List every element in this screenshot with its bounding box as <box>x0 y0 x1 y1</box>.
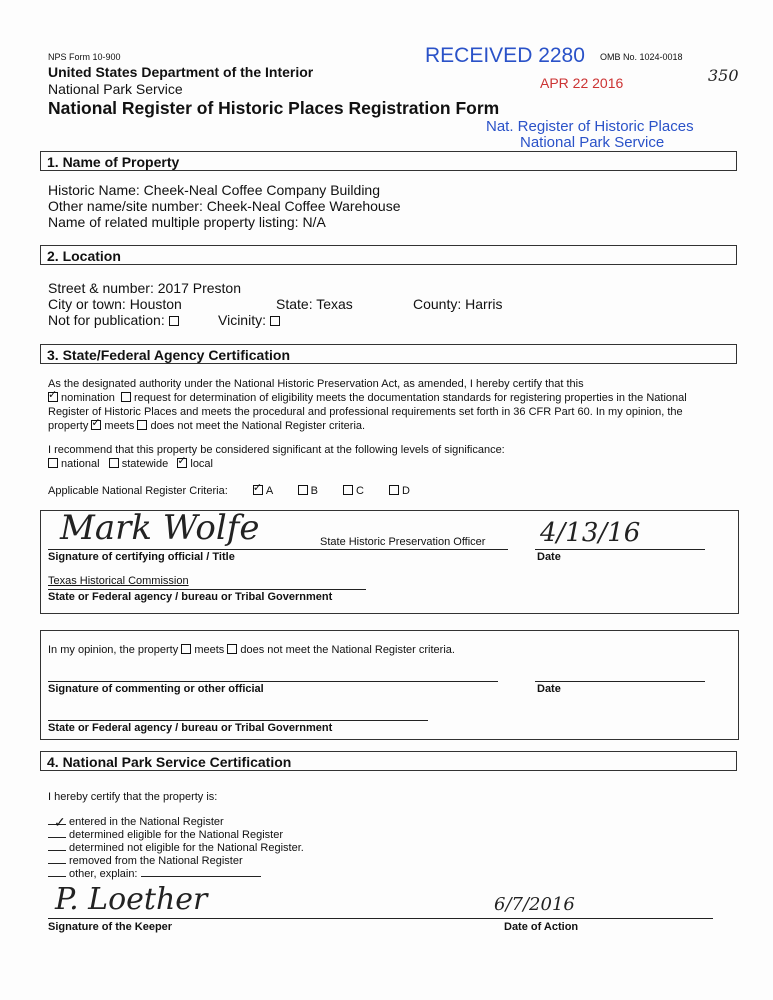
agency-label: State or Federal agency / bureau or Tribal Government <box>48 591 333 603</box>
status-removed[interactable] <box>48 855 243 867</box>
national-label: national <box>61 458 100 470</box>
agency: National Park Service <box>48 81 183 97</box>
statewide-checkbox[interactable] <box>109 458 119 468</box>
section-1-header: 1. Name of Property <box>40 151 737 171</box>
national-checkbox[interactable] <box>48 458 58 468</box>
opinion-meets-checkbox[interactable] <box>181 644 191 654</box>
section-2-header: 2. Location <box>40 245 737 265</box>
local-label: local <box>190 458 213 470</box>
opinion-label: In my opinion, the property <box>48 644 179 656</box>
status-eligible[interactable] <box>48 829 283 841</box>
status-entered-label: entered in the National Register <box>69 816 224 828</box>
nomination-label: nomination <box>61 392 115 404</box>
status-not-eligible-label: determined not eligible for the National Register. <box>69 842 304 854</box>
criteria-row <box>48 485 410 497</box>
nomination-checkbox[interactable] <box>48 392 58 402</box>
stamp-line-1: Nat. Register of Historic Places <box>486 118 694 135</box>
criteria-c-label: C <box>356 485 364 497</box>
cert-paragraph-4 <box>48 420 365 432</box>
nfp-checkbox[interactable] <box>169 316 179 326</box>
property-label: property <box>48 420 89 432</box>
other-name: Other name/site number: Cheek-Neal Coffee Warehouse <box>48 198 401 214</box>
department: United States Department of the Interior <box>48 64 314 80</box>
criteria-c-checkbox[interactable] <box>343 485 353 495</box>
meets-label: meets <box>104 420 135 432</box>
opinion-not-label: does not meet the National Register criteria. <box>240 644 455 656</box>
received-stamp: RECEIVED 2280 <box>425 44 585 67</box>
cert-paragraph-3: Register of Historic Places and meets the procedural and professional requirements set forth in 36 CFR Part 60. In my opinion, the <box>48 406 683 418</box>
state: State: Texas <box>276 296 353 312</box>
request-label: request for determination of eligibility meets the documentation standards for registering properties in the National <box>133 392 687 404</box>
status-not-eligible[interactable] <box>48 842 304 854</box>
stamp-line-2: National Park Service <box>520 134 665 151</box>
multiple-listing: Name of related multiple property listing: N/A <box>48 214 326 230</box>
criteria-b-label: B <box>310 485 318 497</box>
vicinity <box>218 312 283 328</box>
official-title: State Historic Preservation Officer <box>320 536 486 548</box>
vicinity-label: Vicinity: <box>218 312 266 328</box>
request-checkbox[interactable] <box>121 392 131 402</box>
comment-date-label: Date <box>537 683 561 695</box>
opinion-meets-label: meets <box>194 644 225 656</box>
not-for-publication <box>48 312 182 328</box>
section-3-header: 3. State/Federal Agency Certification <box>40 344 737 364</box>
not-meet-checkbox[interactable] <box>137 420 147 430</box>
local-checkbox[interactable] <box>177 458 187 468</box>
form-title: National Register of Historic Places Registration Form <box>48 98 500 118</box>
stamp-date: APR 22 2016 <box>540 75 624 91</box>
street: Street & number: 2017 Preston <box>48 280 241 296</box>
agency-value: Texas Historical Commission <box>48 575 189 587</box>
status-other[interactable] <box>48 868 264 880</box>
significance-levels <box>48 458 213 470</box>
certify-intro: I hereby certify that the property is: <box>48 791 218 803</box>
opinion-not-checkbox[interactable] <box>227 644 237 654</box>
certifying-signature: Mark Wolfe <box>60 508 260 548</box>
action-date: 6/7/2016 <box>494 894 575 915</box>
opinion-row <box>48 644 455 656</box>
county: County: Harris <box>413 296 503 312</box>
statewide-label: statewide <box>121 458 169 470</box>
criteria-d-checkbox[interactable] <box>389 485 399 495</box>
check-mark-icon: ✓ <box>54 814 66 830</box>
date-label: Date <box>537 551 561 563</box>
cert-paragraph-1: As the designated authority under the National Historic Preservation Act, as amended, I hereby certify that this <box>48 378 584 390</box>
criteria-d-label: D <box>402 485 410 497</box>
not-meet-label: does not meet the National Register criteria. <box>150 420 366 432</box>
criteria-label: Applicable National Register Criteria: <box>48 485 228 497</box>
action-date-label: Date of Action <box>504 921 579 933</box>
recommend-text: I recommend that this property be considered significant at the following levels of significance: <box>48 444 505 456</box>
vicinity-checkbox[interactable] <box>270 316 280 326</box>
city: City or town: Houston <box>48 296 182 312</box>
criteria-b-checkbox[interactable] <box>298 485 308 495</box>
certifying-date: 4/13/16 <box>540 518 641 548</box>
section-4-header: 4. National Park Service Certification <box>40 751 737 771</box>
criteria-a-label: A <box>265 485 273 497</box>
omb-number: OMB No. 1024-0018 <box>600 52 683 62</box>
status-other-label: other, explain: <box>69 868 138 880</box>
criteria-a-checkbox[interactable] <box>253 485 263 495</box>
historic-name: Historic Name: Cheek-Neal Coffee Company Building <box>48 182 381 198</box>
comment-agency-label: State or Federal agency / bureau or Tribal Government <box>48 722 333 734</box>
keeper-label: Signature of the Keeper <box>48 921 173 933</box>
comment-signature-label: Signature of commenting or other official <box>48 683 264 695</box>
cert-paragraph-2 <box>48 392 687 404</box>
nfp-label: Not for publication: <box>48 312 165 328</box>
signature-label: Signature of certifying official / Title <box>48 551 235 563</box>
status-entered[interactable] <box>48 816 224 828</box>
form-number: NPS Form 10-900 <box>48 52 121 62</box>
keeper-signature: P. Loether <box>55 882 208 917</box>
status-removed-label: removed from the National Register <box>69 855 243 867</box>
status-eligible-label: determined eligible for the National Register <box>69 829 284 841</box>
meets-checkbox[interactable] <box>91 420 101 430</box>
handwritten-number: 350 <box>708 66 739 85</box>
